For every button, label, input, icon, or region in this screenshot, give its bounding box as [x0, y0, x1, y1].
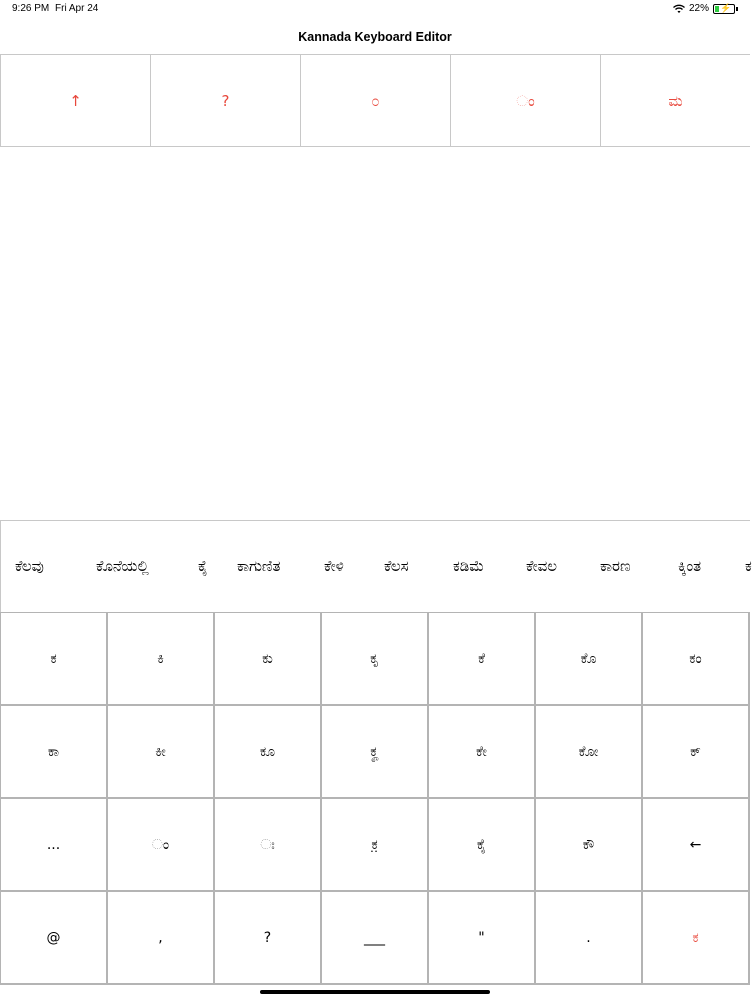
key-ellipsis[interactable]: ... — [1, 799, 108, 892]
key-koo[interactable]: ಕೋ — [536, 706, 643, 799]
suggestion-item[interactable]: ಕೆಲಸ — [384, 557, 409, 575]
battery-icon: ⚡ — [713, 4, 735, 14]
shift-up-button[interactable]: ↑ — [0, 55, 151, 146]
key-kau[interactable]: ಕೌ — [536, 799, 643, 892]
home-indicator — [260, 990, 490, 994]
page-title: Kannada Keyboard Editor — [298, 30, 452, 44]
zero-button[interactable]: ೦ — [301, 55, 451, 146]
suggestion-item[interactable]: ಕೇಳಿ — [324, 557, 344, 575]
nav-bar — [0, 20, 750, 54]
suggestion-bar — [0, 520, 750, 613]
wifi-icon — [673, 4, 685, 14]
text-editor[interactable] — [0, 148, 750, 520]
backspace-key[interactable]: ← — [643, 799, 750, 892]
kannada-keyboard — [0, 612, 750, 985]
status-indicators — [673, 3, 738, 14]
suggestion-item[interactable]: ಕಾರಣ — [600, 557, 631, 575]
key-visarga[interactable]: ◌ಃ — [215, 799, 322, 892]
key-kru[interactable]: ಕೃ — [322, 613, 429, 706]
space-key[interactable]: ___ — [322, 892, 429, 985]
suggestion-item[interactable]: ಕಡಿಮೆ — [453, 557, 485, 575]
key-at[interactable]: @ — [1, 892, 108, 985]
suggestion-item[interactable]: ಕೆಲವು — [15, 557, 44, 575]
key-kii[interactable]: ಕೀ — [108, 706, 215, 799]
suggestion-item[interactable]: ಕಾಗುಣಿತ — [237, 557, 281, 575]
ma-button[interactable]: ಮ — [668, 91, 683, 110]
help-button[interactable]: ? — [151, 55, 301, 146]
suggestion-item[interactable]: ಕೈ — [198, 557, 208, 575]
toolbar — [0, 54, 750, 147]
key-question[interactable]: ? — [215, 892, 322, 985]
key-ko[interactable]: ಕೊ — [536, 613, 643, 706]
status-date: Fri Apr 24 — [55, 3, 99, 14]
key-kruu[interactable]: ಕೄ — [322, 706, 429, 799]
key-kuu[interactable]: ಕೂ — [215, 706, 322, 799]
key-kam[interactable]: ಕಂ — [643, 613, 750, 706]
key-kaa[interactable]: ಕಾ — [1, 706, 108, 799]
key-kee[interactable]: ಕೇ — [429, 706, 536, 799]
key-kai[interactable]: ಕೈ — [429, 799, 536, 892]
key-ka[interactable]: ಕ — [1, 613, 108, 706]
key-quote[interactable]: " — [429, 892, 536, 985]
key-ka-nukta[interactable]: ಕ಼ — [322, 799, 429, 892]
battery-percent: 22% — [688, 3, 709, 14]
key-ke[interactable]: ಕೆ — [429, 613, 536, 706]
key-anusvara[interactable]: ◌ಂ — [108, 799, 215, 892]
key-ki[interactable]: ಕಿ — [108, 613, 215, 706]
key-ku[interactable]: ಕು — [215, 613, 322, 706]
suggestion-item[interactable]: ಕ — [745, 557, 752, 575]
status-bar — [0, 0, 750, 20]
key-period[interactable]: . — [536, 892, 643, 985]
suggestion-item[interactable]: ಕೊನೆಯಲ್ಲಿ — [96, 557, 149, 575]
anusvara-button[interactable]: ಂ — [451, 55, 601, 146]
suggestion-item[interactable]: ಕೇವಲ — [526, 557, 558, 575]
suggestion-item[interactable]: ಕ್ಕಿಂತ — [678, 557, 702, 575]
keyboard-switch-key[interactable]: ಕ — [643, 892, 750, 985]
key-k-virama[interactable]: ಕ್ — [643, 706, 750, 799]
status-time: 9:26 PM — [12, 3, 50, 14]
key-comma[interactable]: , — [108, 892, 215, 985]
